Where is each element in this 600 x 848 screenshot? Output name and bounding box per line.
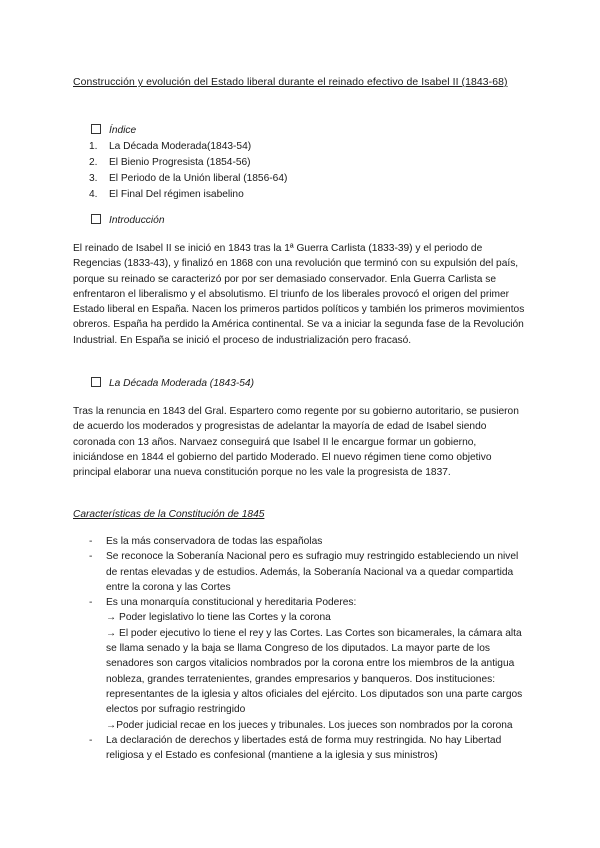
constitucion-heading: Características de la Constitución de 1845 <box>73 509 265 520</box>
document-title: Construcción y evolución del Estado liberal durante el reinado efectivo de Isabel II (1843-68) <box>73 77 508 88</box>
list-item <box>73 171 287 187</box>
list-item <box>73 187 287 203</box>
bullet-dash: - <box>89 536 93 547</box>
list-item <box>73 595 527 733</box>
list-number: 2. <box>89 157 98 168</box>
section-introduccion <box>91 214 165 227</box>
power-executive: → El poder ejecutivo lo tiene el rey y las Cortes. Las Cortes son bicamerales, la cámara alta se llama senado y la baja se llama Congreso de los diputados. La mayor parte de los senadores son cargos vitalicios nombrados por la corona entre los miembros de la antigua nobleza, grandes terratenientes, grandes empresarios y banqueros. Dos instituciones: representantes de la iglesia y altos oficiales del ejército. Los diputados son una parte cargos electos por sufragio restringido <box>106 627 523 716</box>
power-legislative: → Poder legislativo lo tiene las Cortes y la corona <box>106 612 331 624</box>
section-indice-label: Índice <box>109 125 137 136</box>
constitucion-bullets <box>73 534 527 763</box>
index-list <box>73 139 287 203</box>
checkbox-icon <box>91 124 101 134</box>
section-decada <box>91 377 254 390</box>
bullet-text: Es la más conservadora de todas las españolas <box>106 536 323 547</box>
checkbox-icon <box>91 377 101 387</box>
list-item <box>73 139 287 155</box>
list-item <box>73 733 527 764</box>
list-text: El Periodo de la Unión liberal (1856-64) <box>109 173 288 184</box>
list-text: El Bienio Progresista (1854-56) <box>109 157 251 168</box>
bullet-dash: - <box>89 551 93 563</box>
intro-paragraph: El reinado de Isabel II se inició en 1843 tras la 1ª Guerra Carlista (1833-39) y el periodo de Regencias (1833-43), y finalizó en 1868 con una revolución que terminó con su expulsión del país, porque su reinado se caracterizó por por ser demasiado conservador. Enla Guerra Carlista se enfrentaron el liberalismo y el absolutismo. El triunfo de los liberales provocó el origen del primer Estado liberal en España. Nacen los primeros partidos políticos y también los primeros movimientos obreros. España ha perdido la América continental. Se va a iniciar la segunda fase de la Revolución Industrial. En España se inició el proceso de industrialización pero fracasó. <box>73 243 525 346</box>
list-text: El Final Del régimen isabelino <box>109 189 244 200</box>
list-item <box>73 549 527 595</box>
bullet-dash: - <box>89 734 93 746</box>
power-judicial: →Poder judicial recae en los jueces y tribunales. Los jueces son nombrados por la corona <box>106 719 513 731</box>
list-number: 1. <box>89 141 98 152</box>
checkbox-icon <box>91 214 101 224</box>
list-number: 3. <box>89 173 98 184</box>
list-item <box>73 534 527 549</box>
bullet-text: Es una monarquía constitucional y hereditaria Poderes: <box>106 597 357 609</box>
section-decada-label: La Década Moderada (1843-54) <box>109 378 254 389</box>
list-text: La Década Moderada(1843-54) <box>109 141 252 152</box>
list-number: 4. <box>89 189 98 200</box>
bullet-text: Se reconoce la Soberanía Nacional pero es sufragio muy restringido estableciendo un nivel de rentas elevadas y de estudios. Además, la Soberanía Nacional va a quedar compartida entre la corona y las Cortes <box>106 551 519 593</box>
bullet-dash: - <box>89 597 93 609</box>
decada-paragraph: Tras la renuncia en 1843 del Gral. Espartero como regente por su gobierno autoritario, se pusieron de acuerdo los moderados y progresistas de adelantar la mayoría de edad de Isabel siendo coronada con 13 años. Narvaez conseguirá que Isabel II le encargue formar un gobierno, iniciándose en 1844 el gobierno del partido Moderado. El nuevo régimen tiene como objetivo principal elaborar una nueva constitución porque no les vale la progresista de 1837. <box>73 406 519 479</box>
section-introduccion-label: Introducción <box>109 215 165 226</box>
bullet-text: La declaración de derechos y libertades está de forma muy restringida. No hay Libertad religiosa y el Estado es confesional (mantiene a la iglesia y sus ministros) <box>106 734 502 762</box>
list-item <box>73 155 287 171</box>
section-indice <box>91 124 136 137</box>
